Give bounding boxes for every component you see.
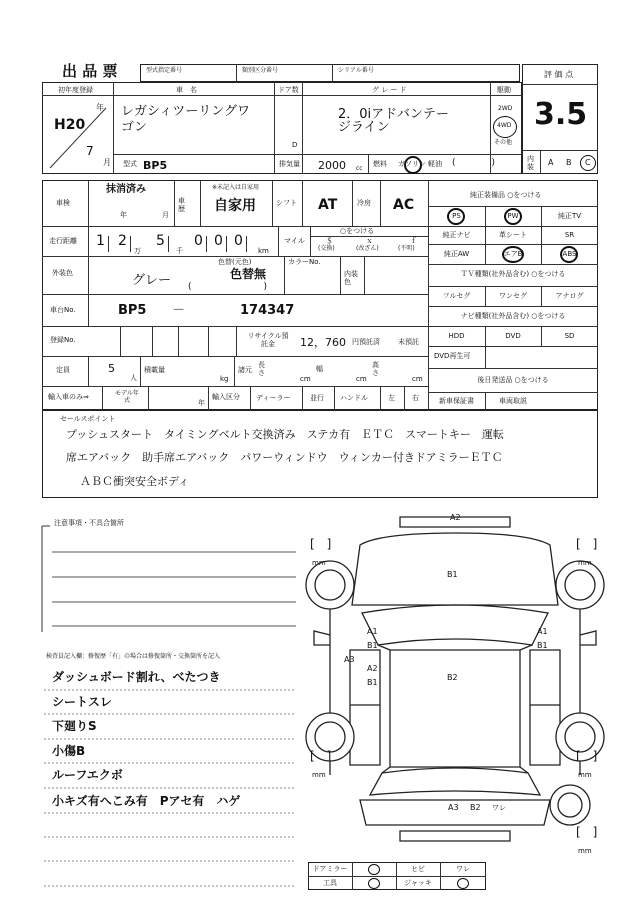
mileage-digit-separator [246,236,247,252]
ac-label: 冷房 [357,199,371,207]
dvd-label: DVD再生可 [434,352,471,360]
model-cert-label: 型式指定番号 [146,67,183,74]
mileage-digit: 1 [96,233,105,249]
right-option: 右 [412,394,419,402]
equip-navi: 純正ナビ [442,231,471,239]
chassis-prefix: BP5 [118,303,147,318]
chassis-number: 174347 [240,303,295,318]
height-label: 高さ [372,361,379,377]
shaken-value: 抹消済み [106,184,146,195]
tire-lf-mm: mm [312,559,326,567]
tools-ware: ワレ [456,865,470,873]
usage-label: 車歴 [178,197,185,213]
model-label: 型式 [123,160,137,168]
mileage-digit-separator [226,236,227,252]
navi-sd: SD [564,332,575,340]
odo-opt-3-label: (不明) [398,245,415,252]
shaken-year: 年 [120,211,127,219]
cc-unit: cc [356,165,363,172]
drive-4wd-circle [493,116,517,138]
tire-rr-bracket: [ ] [576,749,598,763]
car-name-line1: レガシィツーリングワ [121,104,250,119]
mark-rear-bumper-b2: B2 [470,803,481,812]
mark-front-bumper: A2 [450,513,461,522]
mileage-digit-separator [130,236,131,252]
sales-points-label: セールスポイント [60,415,116,423]
interior-b: B [566,158,572,167]
note-line-3: 下廻りS [52,719,97,733]
drive-other: その他 [494,139,513,146]
exterior-value: グレー [132,273,172,288]
mileage-digit: 2 [118,233,127,249]
usage-value: 自家用 [214,198,256,214]
exterior-label: 外装色 [52,269,73,277]
repaint-value: 色替無 [230,267,267,281]
tire-spare-bracket: [ ] [576,825,598,839]
fuel-paren: ( ) [452,158,496,168]
mark-rear-bumper-ware: ワレ [492,804,506,812]
date-slash [44,98,112,172]
equip-airbag: エアB [503,250,523,258]
form-title: 出 品 票 [62,62,118,80]
tools-tools: 工具 [323,879,337,887]
recycle-paid: 円預託済 [352,338,380,346]
mileage-digit-separator [168,236,169,252]
parallel-option: 並行 [310,394,324,402]
car-name-label: 車 名 [176,86,197,94]
man-unit: 万 [134,247,141,255]
equip-ps: PS [452,212,461,220]
shaken-month: 月 [162,211,169,219]
tv-header: ＴＶ種類(社外品含む) ○をつける [460,270,566,278]
note-line-1: ダッシュボード割れ、べたつき [52,670,221,684]
later-manual: 車両取説 [499,397,527,405]
equip-ps-circle [447,208,465,225]
doors-label: ドア数 [278,86,299,94]
chassis-label: 車台No. [50,306,76,314]
later-warranty: 新車保証書 [439,397,474,405]
repaint-label: 色替(元色) [218,258,252,266]
tire-lf-bracket: [ ] [310,537,332,551]
mileage-digit: 5 [156,233,165,249]
mileage-digit: 0 [234,233,243,249]
mileage-digit: 0 [214,233,223,249]
navi-dvd: DVD [505,332,521,340]
mark-roof: B2 [447,673,458,682]
inspector-label: 検査員記入欄：修復歴「有」の場合は修復箇所・交換箇所を記入 [46,653,221,660]
mileage-digit-separator [108,236,109,252]
model-year-unit: 年 [198,399,205,407]
model-value: BP5 [143,159,168,172]
equip-abs-circle [560,246,578,263]
note-rules [38,660,308,896]
fuel-label: 燃料 [373,160,387,168]
car-name-line2: ゴン [121,120,148,135]
odo-opt-2: ｘ [366,237,373,245]
import-cat-label: 輸入区分 [212,393,240,401]
navi-header: ナビ種類(社外品含む) ○をつける [460,312,566,320]
tools-hibi: ヒビ [411,865,425,873]
tire-spare-mm: mm [578,847,592,855]
mark-left-rear-door-b: B1 [367,678,378,687]
recycle-amount: 12，760 [300,336,346,349]
tire-lr-bracket: [ ] [310,749,332,763]
note-line-4: 小傷B [52,744,86,758]
recycle-label: リサイクル預託金 [247,332,289,349]
height-cm: cm [412,375,423,383]
odo-opt-1-label: (交換) [318,245,335,252]
mark-left-front-door-a: A1 [367,627,378,636]
odo-opt-3: ｆ [410,237,417,245]
tv-oneseg: ワンセグ [499,292,527,300]
note-line-2: シートスレ [52,695,112,709]
tire-rf-bracket: [ ] [576,537,598,551]
sales-points-line2: 席エアバック 助手席エアバック パワーウィンドウ ウィンカー付きドアミラーＥＴＣ [66,451,503,464]
drive-label: 駆動 [497,86,511,94]
first-reg-label: 初年度登録 [58,86,93,94]
capacity-unit: 人 [130,374,137,382]
equip-pw-circle [504,208,522,225]
rating-label: 評 価 点 [544,70,574,79]
width-cm: cm [356,375,367,383]
later-header: 後日発送品 ○をつける [477,376,549,384]
sen-unit: 千 [176,247,183,255]
length-label: 長さ [258,361,265,377]
interior-color-label: 内装色 [344,270,358,287]
odo-circle-note: ○をつける [340,227,375,235]
tire-rf-mm: mm [578,559,592,567]
recycle-unpaid: 未預託 [398,338,419,346]
load-label: 積載量 [144,366,165,374]
mark-right-front-door-b: B1 [537,641,548,650]
tools-door-mirror: ドアミラー [312,865,348,873]
note-line-5: ルーフエクボ [52,768,123,782]
mark-hood: B1 [447,570,458,579]
equip-sr: SR [564,231,575,239]
drive-4wd: 4WD [497,122,512,129]
capacity-label: 定員 [56,366,70,374]
notes-lines [38,520,308,640]
equip-airbag-circle [502,246,524,263]
mark-left-front-door-b: B1 [367,641,378,650]
shaken-label: 車検 [56,199,70,207]
mileage-digit-separator [206,236,207,252]
mark-rear-bumper-a3: A3 [448,803,459,812]
mark-right-front-door-a: A1 [537,627,548,636]
interior-label: 内装 [527,155,534,171]
equip-tv: 純正TV [557,212,582,220]
header-id-row [140,64,520,82]
mileage-label: 走行距離 [49,237,77,245]
kg-unit: kg [220,375,229,383]
model-year-label: モデル年式 [115,390,139,405]
category-label: 類別区分番号 [242,67,279,74]
equip-pw: PW [507,212,519,220]
interior-c-circle [580,155,596,171]
grade-line1: 2．0iアドバンテー [338,107,449,122]
displacement-value: 2000 [318,159,346,172]
equip-header: 純正装備品 ○をつける [470,191,542,199]
tire-lr-mm: mm [312,771,326,779]
tv-analog: アナログ [555,292,584,300]
mile-label: マイル [284,237,305,245]
displacement-label: 排気量 [279,160,300,168]
note-line-6: 小キズ有へこみ有 Pアセ有 ハゲ [52,794,241,808]
km-unit: km [258,247,269,255]
shift-value: AT [318,197,338,213]
shift-label: シフト [276,199,297,207]
width-label: 幅 [316,365,323,373]
mark-left-rear-door-a: A2 [367,664,378,673]
doors-mark: D [292,141,298,149]
grade-line2: ジライン [338,120,390,135]
door-mirror-circle [368,864,380,875]
rating-value: 3.5 [534,97,588,132]
import-label: 輸入車のみ⇒ [48,393,89,401]
serial-label: シリアル番号 [338,67,374,74]
grade-label: グ レ ー ド [372,86,407,94]
navi-hdd: HDD [448,332,465,340]
repaint-paren: ( ) [188,282,268,292]
dims-label: 諸元 [238,366,252,374]
length-cm: cm [300,375,311,383]
left-option: 左 [388,394,395,402]
tire-rr-mm: mm [578,771,592,779]
fuel-diesel: 軽油 [428,160,442,168]
drive-2wd: 2WD [498,105,513,112]
ac-value: AC [393,197,415,213]
odo-opt-1: ＄ [326,237,333,245]
tools-circle [368,878,380,889]
usage-note: ※未記入は自家用 [212,184,260,191]
tv-fullseg: フルセグ [442,292,471,300]
jack-circle [457,878,469,889]
odo-opt-2-label: (改ざん) [356,245,379,252]
equip-abs: ABS [562,250,577,258]
reg-no-label: 登録No. [50,336,76,344]
capacity-value: 5 [108,362,115,375]
equip-aw: 純正AW [443,250,470,258]
sales-points-line1: プッシュスタート タイミングベルト交換済み ステカ有 ＥＴＣ スマートキー 運転 [66,428,504,441]
fuel-gas-circle [404,156,422,174]
year-unit: 年 [96,103,104,112]
month-unit: 月 [103,158,111,167]
chassis-dash: － [172,303,186,318]
first-reg-month: 7 [86,144,94,158]
first-reg-year: H20 [54,117,86,133]
equip-leather: 革シート [499,231,527,239]
fuel-gas: ガソリン [398,160,426,168]
handle-label: ハンドル [340,394,368,402]
mileage-digit: 0 [194,233,203,249]
interior-c: C [585,158,591,167]
color-no-label: カラーNo. [288,258,321,266]
tools-jack: ジャッキ [404,879,432,887]
notes-label: 注意事項・不具合箇所 [54,519,124,527]
dealer-option: ディーラー [256,394,291,402]
sales-points-line3: ＡＢＣ衝突安全ボディ [80,475,190,488]
interior-a: A [548,158,554,167]
mark-left-pillar: A3 [344,655,355,664]
